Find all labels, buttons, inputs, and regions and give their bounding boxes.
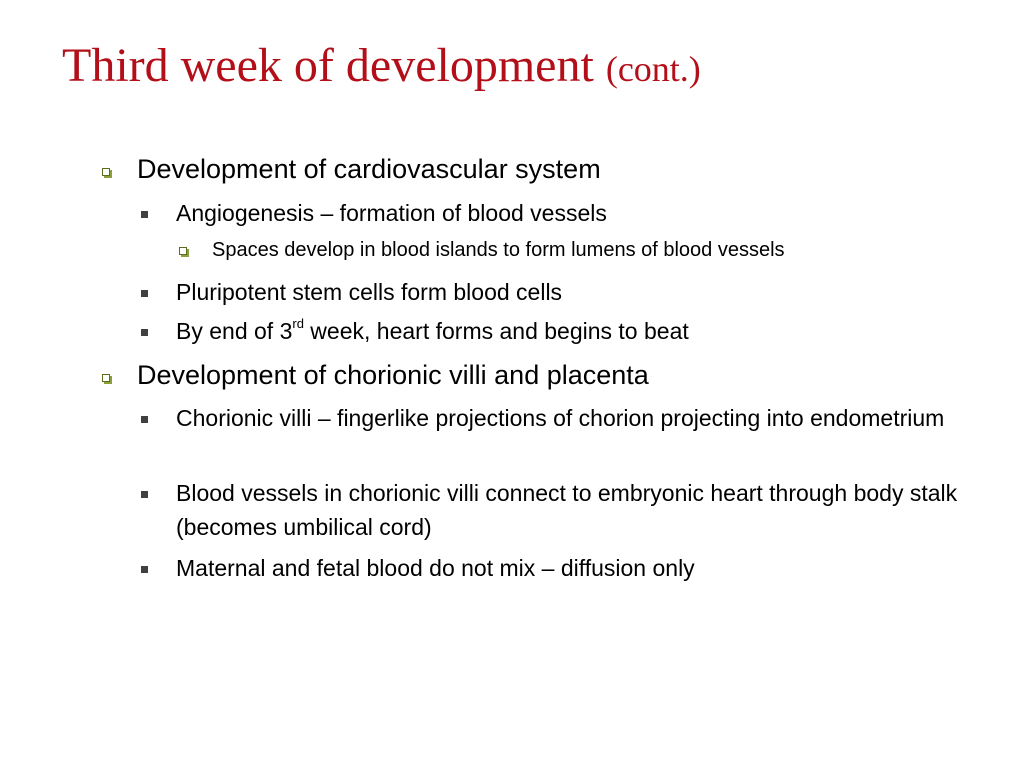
bullet-item-level1: Development of cardiovascular system: [137, 154, 601, 184]
bullet-item-level2: Pluripotent stem cells form blood cells: [176, 279, 563, 305]
bullet-item-level3: Spaces develop in blood islands to form lumens of blood vessels: [212, 239, 785, 261]
text-pre: By end of 3: [176, 318, 293, 344]
filled-square-bullet-icon: [141, 491, 148, 498]
filled-square-bullet-icon: [141, 566, 148, 573]
ordinal-superscript: rd: [292, 316, 304, 332]
title-suffix: (cont.): [605, 49, 701, 89]
bullet-item-level1: Development of chorionic villi and placenta: [137, 360, 649, 390]
text-post: week, heart forms and begins to beat: [303, 318, 689, 344]
bullet-item-level2: Chorionic villi – fingerlike projections of chorion projecting into endometrium: [176, 405, 945, 431]
hollow-square-bullet-icon: [102, 168, 110, 176]
filled-square-bullet-icon: [141, 211, 148, 218]
hollow-square-bullet-icon: [102, 374, 110, 382]
bullet-item-level2: Maternal and fetal blood do not mix – diffusion only: [176, 555, 695, 581]
title-main: Third week of development: [62, 39, 594, 92]
bullet-item-level2: [176, 314, 976, 348]
filled-square-bullet-icon: [141, 416, 148, 423]
bullet-item-level2: Angiogenesis – formation of blood vessels: [176, 200, 607, 226]
filled-square-bullet-icon: [141, 290, 148, 297]
filled-square-bullet-icon: [141, 329, 148, 336]
bullet-item-level2: Blood vessels in chorionic villi connect to embryonic heart through body stalk (becomes umbilical cord): [176, 480, 958, 540]
hollow-square-bullet-icon: [179, 247, 187, 255]
